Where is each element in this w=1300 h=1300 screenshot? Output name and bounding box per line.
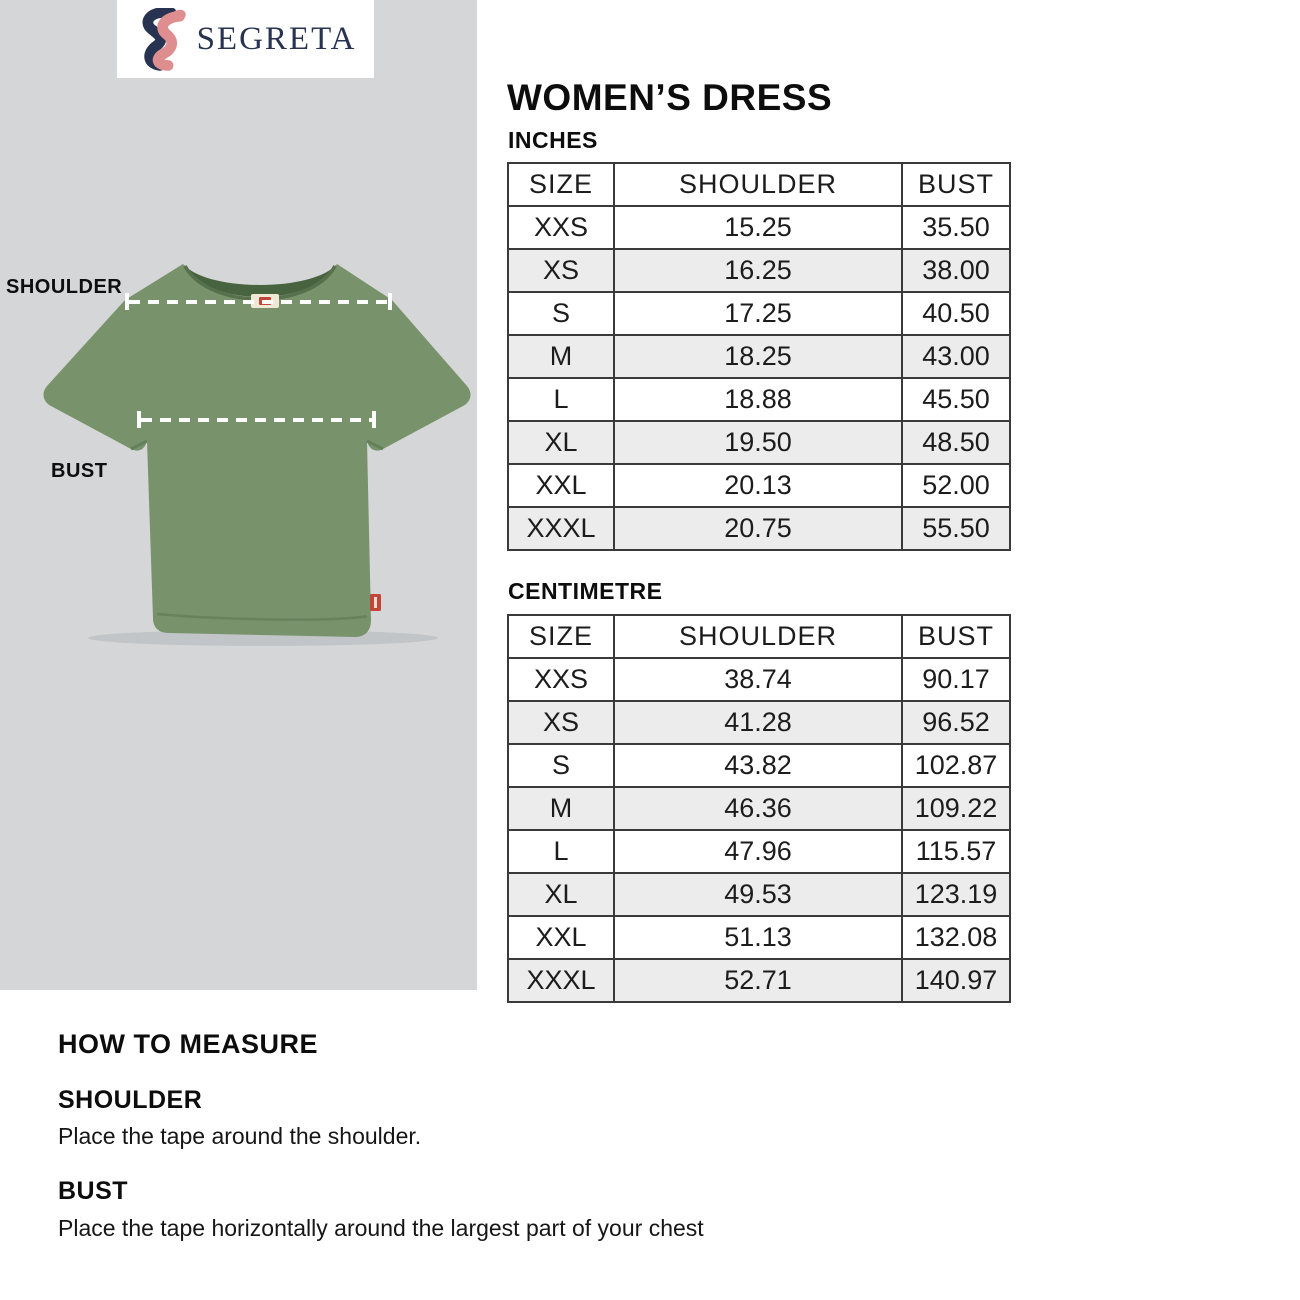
bust-cell: 132.08 [902, 916, 1010, 959]
bust-cell: 115.57 [902, 830, 1010, 873]
brand-logo-text: SEGRETA [196, 20, 357, 57]
size-cell: L [508, 830, 614, 873]
bust-cell: 140.97 [902, 959, 1010, 1002]
shoulder-cell: 17.25 [614, 292, 902, 335]
shoulder-cell: 52.71 [614, 959, 902, 1002]
how-to-measure-bust-label: BUST [58, 1177, 129, 1205]
size-cell: XXS [508, 206, 614, 249]
size-cell: XXL [508, 916, 614, 959]
page-title: WOMEN’S DRESS [507, 76, 833, 118]
bust-cell: 52.00 [902, 464, 1010, 507]
diagram-bust-label: BUST [51, 460, 108, 482]
shoulder-cell: 20.13 [614, 464, 902, 507]
bust-cell: 40.50 [902, 292, 1010, 335]
product-diagram-panel [0, 0, 477, 990]
bust-cell: 123.19 [902, 873, 1010, 916]
size-cell: XXXL [508, 959, 614, 1002]
table-row [508, 701, 1010, 744]
table-row [508, 378, 1010, 421]
size-cell: M [508, 787, 614, 830]
size-cell: S [508, 292, 614, 335]
table-row [508, 292, 1010, 335]
brand-logo [117, 0, 374, 78]
table-row [508, 830, 1010, 873]
bust-cell: 96.52 [902, 701, 1010, 744]
shoulder-cell: 49.53 [614, 873, 902, 916]
table-header-row [508, 163, 1010, 206]
column-header-size: SIZE [508, 615, 614, 658]
column-header-shoulder: SHOULDER [614, 163, 902, 206]
shoulder-cell: 18.88 [614, 378, 902, 421]
diagram-shoulder-label: SHOULDER [6, 276, 123, 298]
bust-cell: 38.00 [902, 249, 1010, 292]
bust-cell: 90.17 [902, 658, 1010, 701]
table-row [508, 658, 1010, 701]
shoulder-line-right-tick [388, 293, 392, 310]
bust-measure-line [141, 418, 373, 422]
bust-cell: 45.50 [902, 378, 1010, 421]
table-header-row [508, 615, 1010, 658]
centimetre-size-table [507, 614, 1011, 1003]
shoulder-cell: 16.25 [614, 249, 902, 292]
table-row [508, 959, 1010, 1002]
shoulder-cell: 46.36 [614, 787, 902, 830]
column-header-bust: BUST [902, 615, 1010, 658]
size-cell: XS [508, 249, 614, 292]
table-row [508, 249, 1010, 292]
bust-cell: 48.50 [902, 421, 1010, 464]
size-cell: XXL [508, 464, 614, 507]
table-row [508, 464, 1010, 507]
shoulder-cell: 43.82 [614, 744, 902, 787]
column-header-size: SIZE [508, 163, 614, 206]
shoulder-cell: 41.28 [614, 701, 902, 744]
table-row [508, 916, 1010, 959]
size-cell: XXS [508, 658, 614, 701]
shoulder-cell: 19.50 [614, 421, 902, 464]
inches-size-table [507, 162, 1011, 551]
centimetre-table-label: CENTIMETRE [508, 578, 663, 604]
table-row [508, 421, 1010, 464]
size-cell: XXXL [508, 507, 614, 550]
shoulder-cell: 15.25 [614, 206, 902, 249]
shoulder-cell: 18.25 [614, 335, 902, 378]
how-to-measure-title: HOW TO MEASURE [58, 1029, 319, 1059]
column-header-shoulder: SHOULDER [614, 615, 902, 658]
shoulder-cell: 47.96 [614, 830, 902, 873]
column-header-bust: BUST [902, 163, 1010, 206]
bust-cell: 102.87 [902, 744, 1010, 787]
inches-table-label: INCHES [508, 127, 598, 153]
bust-cell: 35.50 [902, 206, 1010, 249]
tshirt-illustration [35, 248, 475, 648]
table-row [508, 787, 1010, 830]
table-row [508, 744, 1010, 787]
how-to-measure-shoulder-label: SHOULDER [58, 1086, 203, 1114]
brand-logo-s-icon [135, 8, 193, 72]
size-cell: L [508, 378, 614, 421]
shoulder-measure-line [129, 300, 389, 304]
shoulder-cell: 38.74 [614, 658, 902, 701]
how-to-measure-bust-text: Place the tape horizontally around the largest part of your chest [58, 1215, 704, 1241]
shoulder-cell: 51.13 [614, 916, 902, 959]
size-cell: XL [508, 421, 614, 464]
bust-cell: 55.50 [902, 507, 1010, 550]
table-row [508, 873, 1010, 916]
shoulder-cell: 20.75 [614, 507, 902, 550]
tshirt-body [44, 264, 471, 637]
table-row [508, 507, 1010, 550]
bust-cell: 43.00 [902, 335, 1010, 378]
bust-line-right-tick [372, 411, 376, 428]
size-cell: S [508, 744, 614, 787]
table-row [508, 335, 1010, 378]
how-to-measure-shoulder-text: Place the tape around the shoulder. [58, 1123, 422, 1149]
size-cell: M [508, 335, 614, 378]
size-cell: XS [508, 701, 614, 744]
size-cell: XL [508, 873, 614, 916]
bust-cell: 109.22 [902, 787, 1010, 830]
table-row [508, 206, 1010, 249]
